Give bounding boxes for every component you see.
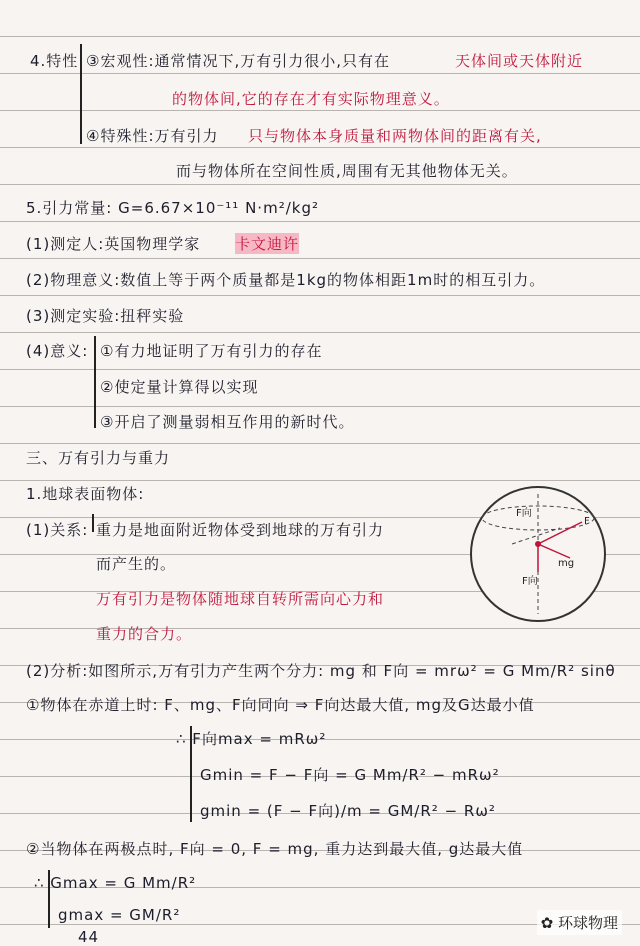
significance-label: (4)意义: <box>26 342 89 360</box>
earth-surface-title: 1.地球表面物体: <box>26 485 145 503</box>
relation-red-1: 万有引力是物体随地球自转所需向心力和 <box>96 590 385 608</box>
bracket-4 <box>80 44 82 144</box>
significance-1: ①有力地证明了万有引力的存在 <box>100 342 323 360</box>
gravitational-constant: 5.引力常量: G=6.67×10⁻¹¹ N·m²/kg² <box>26 199 319 217</box>
relation-cont: 而产生的。 <box>96 555 177 573</box>
wechat-icon: ✿ <box>540 914 554 932</box>
svg-text:F: F <box>584 516 590 527</box>
section-3-title: 三、万有引力与重力 <box>26 449 171 467</box>
svg-text:F向: F向 <box>522 576 538 587</box>
bracket-significance <box>94 336 96 428</box>
equator-fn-max: ∴ F向max = mRω² <box>176 730 327 748</box>
item-4-label: 4.特性: <box>30 52 85 70</box>
measurer-label: (1)测定人:英国物理学家 <box>26 235 201 253</box>
experiment: (3)测定实验:扭秤实验 <box>26 307 185 325</box>
bracket-relation <box>92 514 94 532</box>
watermark: ✿ 环球物理 <box>537 910 622 935</box>
significance-2: ②使定量计算得以实现 <box>100 378 259 396</box>
svg-text:F向: F向 <box>516 508 532 519</box>
macro-property-cont: 的物体间,它的存在才有实际物理意义。 <box>172 90 450 108</box>
force-diagram-icon <box>472 488 604 620</box>
equator-g-min: Gmin = F − F向 = G Mm/R² − mRω² <box>200 766 500 784</box>
macro-property-highlight: 天体间或天体附近 <box>455 52 584 70</box>
equator-gmin-accel: gmin = (F − F向)/m = GM/R² − Rω² <box>200 802 496 820</box>
special-property-text: ④特殊性:万有引力 <box>86 127 219 145</box>
physical-meaning: (2)物理意义:数值上等于两个质量都是1kg的物体相距1m时的相互引力。 <box>26 271 546 289</box>
analysis: (2)分析:如图所示,万有引力产生两个分力: mg 和 F向 = mrω² = G Mm/R² sinθ <box>26 662 616 680</box>
special-property-cont: 而与物体所在空间性质,周围有无其他物体无关。 <box>176 162 518 180</box>
pole-case: ②当物体在两极点时, F向 = 0, F = mg, 重力达到最大值, g达最大值 <box>26 840 524 858</box>
relation-text: 重力是地面附近物体受到地球的万有引力 <box>96 521 385 539</box>
pole-g-max: ∴ Gmax = G Mm/R² <box>34 874 197 892</box>
macro-property-text: ③宏观性:通常情况下,万有引力很小,只有在 <box>86 52 391 70</box>
special-property-highlight: 只与物体本身质量和两物体间的距离有关, <box>248 127 542 145</box>
measurer-name: 卡文迪许 <box>235 235 300 253</box>
significance-3: ③开启了测量弱相互作用的新时代。 <box>100 413 355 431</box>
earth-diagram <box>470 486 606 622</box>
page-number: 44 <box>78 928 100 946</box>
relation-label: (1)关系: <box>26 521 89 539</box>
relation-red-2: 重力的合力。 <box>96 625 193 643</box>
equator-case: ①物体在赤道上时: F、mg、F向同向 ⇒ F向达最大值, mg及G达最小值 <box>26 696 535 714</box>
pole-gmax-accel: gmax = GM/R² <box>58 906 181 924</box>
svg-text:mg: mg <box>558 558 575 569</box>
